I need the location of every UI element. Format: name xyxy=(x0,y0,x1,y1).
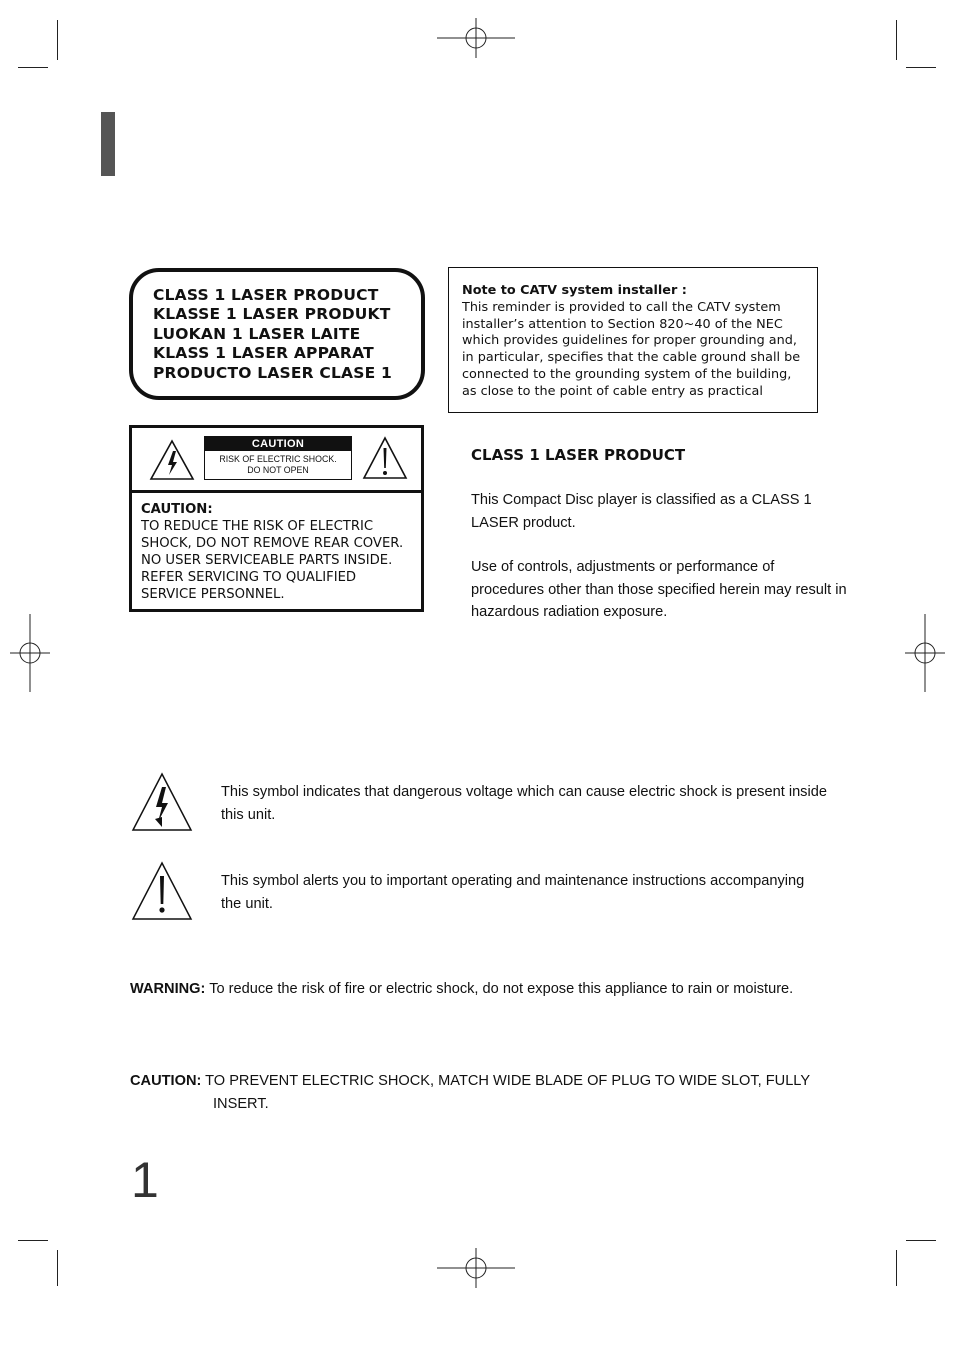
laser-label-line: KLASSE 1 LASER PRODUKT xyxy=(153,305,391,324)
crop-mark xyxy=(57,1250,58,1286)
plug-caution-text: TO PREVENT ELECTRIC SHOCK, MATCH WIDE BLADE OF PLUG TO WIDE SLOT, FULLY xyxy=(201,1073,811,1089)
registration-crosshair-icon xyxy=(437,18,515,58)
catv-note-line: connected to the grounding system of the building, xyxy=(462,366,792,382)
class1-paragraph: This Compact Disc player is classified as a CLASS 1 LASER product. xyxy=(471,492,812,531)
catv-note-line: which provides guidelines for proper grounding and, xyxy=(462,333,797,349)
lightning-triangle-icon xyxy=(131,772,193,832)
laser-label-line: LUOKAN 1 LASER LAITE xyxy=(153,324,361,343)
laser-product-label xyxy=(129,268,425,400)
caution-label-header xyxy=(132,428,421,493)
caution-body-line: SHOCK, DO NOT REMOVE REAR COVER. xyxy=(141,536,404,551)
caution-body-line: SERVICE PERSONNEL. xyxy=(141,587,285,602)
catv-note-box xyxy=(448,267,818,413)
crop-mark xyxy=(906,67,936,68)
crop-mark xyxy=(57,20,58,60)
warning-label: WARNING: xyxy=(130,981,206,997)
catv-note-line: This reminder is provided to call the CATV system xyxy=(462,299,781,315)
caution-plate-header: CAUTION xyxy=(205,437,351,451)
caution-warning-plate xyxy=(204,436,352,480)
catv-note-title: Note to CATV system installer : xyxy=(462,283,687,298)
warning-statement xyxy=(130,981,793,997)
page-number: 1 xyxy=(131,1152,159,1208)
warning-text: To reduce the risk of fire or electric shock, do not expose this appliance to rain or moisture. xyxy=(205,981,794,997)
caution-body xyxy=(141,501,426,603)
exclamation-triangle-icon xyxy=(131,861,193,921)
alert-symbol-description: This symbol alerts you to important operating and maintenance instructions accompanying the unit. xyxy=(221,873,805,912)
caution-body-line: REFER SERVICING TO QUALIFIED xyxy=(141,570,357,585)
caution-shock-label xyxy=(129,425,424,612)
crop-mark xyxy=(18,1240,48,1241)
voltage-symbol-description: This symbol indicates that dangerous voltage which can cause electric shock is present inside this unit. xyxy=(221,784,827,823)
catv-note-line: installer’s attention to Section 820~40 of the NEC xyxy=(462,316,783,332)
lightning-triangle-icon xyxy=(149,439,195,481)
plug-caution-text: INSERT. xyxy=(213,1096,269,1112)
section-title-bar xyxy=(101,112,115,176)
catv-note-line: as close to the point of cable entry as practical xyxy=(462,383,763,399)
crop-mark xyxy=(906,1240,936,1241)
laser-label-line: PRODUCTO LASER CLASE 1 xyxy=(153,363,392,382)
registration-crosshair-icon xyxy=(905,614,945,692)
caution-body-line: TO REDUCE THE RISK OF ELECTRIC xyxy=(141,519,374,534)
caution-plate-line: DO NOT OPEN xyxy=(247,465,309,475)
laser-label-line: CLASS 1 LASER PRODUCT xyxy=(153,286,379,304)
caution-body-title: CAUTION: xyxy=(141,502,213,517)
plug-caution-label: CAUTION: xyxy=(130,1073,202,1089)
crop-mark xyxy=(18,67,48,68)
laser-label-line: KLASS 1 LASER APPARAT xyxy=(153,344,374,363)
crop-mark xyxy=(896,20,897,60)
crop-mark xyxy=(896,1250,897,1286)
class1-paragraph: Use of controls, adjustments or performance of procedures other than those specified herein may result in hazardous radiation exposure. xyxy=(471,559,847,620)
plug-caution-statement xyxy=(130,1070,810,1116)
class1-heading: CLASS 1 LASER PRODUCT xyxy=(471,446,686,464)
caution-body-line: NO USER SERVICEABLE PARTS INSIDE. xyxy=(141,553,393,568)
exclamation-triangle-icon xyxy=(362,436,408,480)
registration-crosshair-icon xyxy=(437,1248,515,1288)
caution-plate-line: RISK OF ELECTRIC SHOCK. xyxy=(219,454,337,464)
registration-crosshair-icon xyxy=(10,614,50,692)
catv-note-line: in particular, specifies that the cable ground shall be xyxy=(462,350,801,366)
